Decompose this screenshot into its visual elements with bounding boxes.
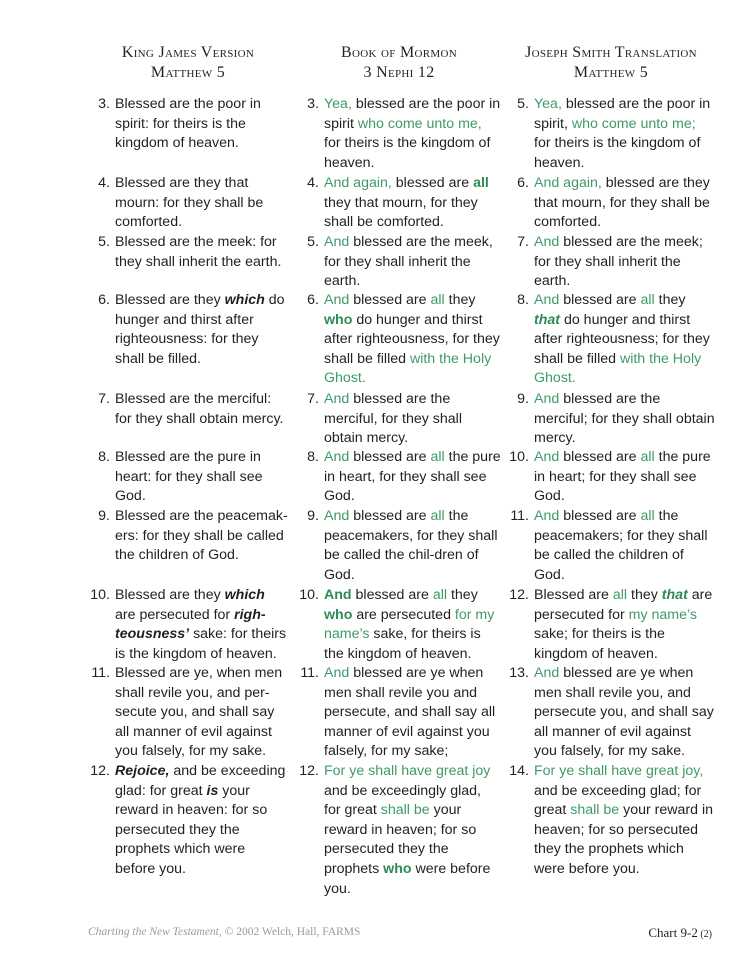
verse-text-segment: which: [224, 587, 265, 603]
verse-text-segment: Blessed are: [534, 587, 613, 603]
verse-text: [115, 390, 288, 429]
kjv-verse: [88, 507, 288, 566]
verse-text-segment: they that mourn, for they shall be comforted.: [324, 194, 478, 231]
jst-verse: [507, 448, 715, 507]
verse-text: [115, 233, 288, 272]
verse-text-segment: blessed are the meek; for they shall inherit the earth.: [534, 234, 703, 290]
verse-text: [324, 291, 501, 389]
verse-text-segment: with the Holy Ghost.: [534, 350, 702, 387]
bom-heading: [297, 43, 501, 83]
verse-text-segment: And: [324, 391, 350, 407]
verse-text-segment: and be exceeding glad; for great: [534, 782, 702, 819]
verse-text-segment: And: [324, 292, 350, 308]
bom-verse: [297, 233, 501, 292]
verse-text-segment: are persecuted for: [115, 606, 235, 623]
verse-number: 9.: [517, 391, 529, 407]
bom-verse: [297, 664, 501, 762]
verse-text-segment: that: [661, 587, 688, 603]
bom-verse: [297, 95, 501, 173]
verse-text: [115, 291, 288, 369]
verse-text-segment: for theirs is the kingdom of heaven.: [324, 135, 491, 171]
verse-number: 8.: [307, 449, 319, 465]
bom-verse: [297, 291, 501, 389]
verse-text-segment: blessed are ye when men shall revile you, and persecute you, and shall say all manner of evil against you falsely, for my sake.: [534, 665, 714, 760]
verse-number: 7.: [98, 391, 110, 407]
verse-text-segment: my name’s: [628, 606, 697, 623]
chart-label: Chart 9-2: [648, 925, 698, 940]
verse-number: 3.: [98, 96, 110, 112]
verse-text-segment: For ye shall have great joy: [324, 763, 491, 779]
verse-text-segment: blessed are the merciful, for they shall obtain mercy.: [324, 391, 462, 447]
verse-number: 6.: [517, 175, 529, 191]
bom-verse: [297, 174, 501, 233]
chart-sub: (2): [697, 929, 712, 940]
footer-source-title: Charting the New Testament,: [88, 926, 222, 938]
verse-text: [324, 233, 501, 292]
verse-text: [534, 390, 715, 449]
bom-heading-title: Book of Mormon: [341, 44, 457, 61]
kjv-heading: [88, 43, 288, 83]
verse-text-segment: all: [640, 292, 655, 308]
verse-text: [324, 664, 501, 762]
chart-number: [648, 925, 712, 941]
verse-text: [534, 507, 715, 585]
jst-heading-ref: Matthew 5: [573, 64, 649, 81]
verse-text-segment: that: [534, 311, 561, 328]
verse-text-segment: all: [432, 587, 448, 603]
verse-number: 11.: [300, 665, 319, 681]
verse-text: [534, 233, 715, 292]
bom-verse: [297, 586, 501, 664]
footer-copyright: © 2002 Welch, Hall, FARMS: [221, 926, 361, 938]
verse-text-segment: Blessed are they: [115, 587, 225, 603]
verse-text-segment: they: [444, 292, 476, 308]
verse-text-segment: your reward in heaven; for so persecuted they the prophets which were before you.: [534, 802, 714, 877]
verse-text-segment: And again,: [534, 175, 602, 191]
verse-number: 6.: [98, 292, 110, 308]
verse-text: [534, 448, 715, 507]
verse-text-segment: with the Holy Ghost.: [324, 350, 492, 387]
verse-number: 12.: [299, 763, 319, 779]
verse-number: 10.: [509, 449, 529, 465]
bom-verse: [297, 762, 501, 899]
verse-text-segment: who: [324, 606, 353, 623]
verse-text-segment: do hunger and thirst after righteousness, for they shall be filled: [324, 311, 500, 367]
verse-text: [115, 762, 288, 880]
verse-text-segment: your reward in heaven; for so persecuted they the prophets: [324, 802, 477, 877]
verse-text-segment: Rejoice,: [115, 763, 170, 779]
verse-text-segment: for my name’s: [324, 606, 495, 643]
verse-text-segment: blessed are: [349, 292, 431, 308]
verse-text-segment: Blessed are the peacemak-ers: for they shall be called the children of God.: [115, 508, 288, 564]
verse-text-segment: do hunger and thirst after righteousness; for they shall be filled: [534, 311, 710, 367]
verse-text: [324, 390, 501, 449]
kjv-heading-ref: Matthew 5: [150, 64, 226, 81]
verse-text-segment: blessed are the poor in spirit: [324, 96, 501, 132]
jst-verse: [507, 174, 715, 233]
jst-verse: [507, 95, 715, 173]
verse-text-segment: And: [324, 587, 352, 603]
verse-text: [115, 448, 288, 507]
verse-text-segment: And: [324, 449, 350, 465]
verse-text-segment: Blessed are they: [115, 292, 225, 308]
verse-text: [324, 507, 501, 585]
verse-text-segment: And: [324, 665, 350, 681]
verse-text-segment: blessed are: [349, 449, 431, 465]
verse-text: [534, 762, 715, 880]
verse-text-segment: blessed are: [391, 175, 474, 191]
verse-text-segment: shall be: [570, 802, 620, 819]
verse-text-segment: Blessed are ye, when men shall revile you, and per-secute you, and shall say all manner of evil against you falsely, for my sake.: [115, 665, 283, 760]
verse-text: [115, 664, 288, 762]
verse-number: 7.: [517, 234, 529, 250]
kjv-verse: [88, 448, 288, 507]
kjv-verse: [88, 390, 288, 429]
verse-text-segment: who: [383, 860, 412, 877]
verse-number: 12.: [90, 763, 110, 779]
verse-text-segment: are persecuted for: [534, 587, 713, 623]
verse-text-segment: Blessed are the pure in heart: for they shall see God.: [115, 449, 263, 505]
verse-number: 12.: [509, 587, 529, 603]
verse-text-segment: And: [534, 508, 560, 524]
verse-text-segment: And: [534, 234, 560, 250]
verse-text-segment: And again,: [324, 175, 392, 191]
footer-source: [88, 926, 360, 938]
verse-number: 13.: [509, 665, 529, 681]
verse-text-segment: And: [534, 292, 560, 308]
bom-verse: [297, 390, 501, 449]
verse-text-segment: blessed are they that mourn, for they shall be comforted.: [534, 175, 710, 231]
verse-text-segment: blessed are the meek, for they shall inherit the earth.: [324, 234, 493, 290]
verse-text-segment: which: [224, 292, 265, 308]
jst-heading: [507, 43, 715, 83]
verse-text-segment: And: [534, 665, 560, 681]
verse-text-segment: blessed are ye when men shall revile you and persecute, and shall say all manner of evil against you falsely, for my sake;: [324, 665, 496, 760]
verse-text-segment: sake; for theirs is the kingdom of heaven.: [534, 626, 665, 662]
verse-text: [534, 174, 715, 233]
verse-text-segment: and be exceedingly glad, for great: [324, 782, 481, 819]
verse-number: 5.: [517, 96, 529, 112]
verse-number: 14.: [509, 763, 529, 779]
verse-number: 8.: [517, 292, 529, 308]
bom-heading-ref: 3 Nephi 12: [363, 64, 435, 81]
kjv-verse: [88, 174, 288, 233]
verse-text: [324, 448, 501, 507]
verse-text-segment: all: [430, 508, 445, 524]
verse-text-segment: blessed are: [559, 508, 641, 524]
verse-number: 8.: [98, 449, 110, 465]
verse-text-segment: Blessed are the merciful: for they shall obtain mercy.: [115, 391, 284, 427]
verse-number: 3.: [307, 96, 319, 112]
verse-text-segment: all: [430, 449, 445, 465]
verse-text-segment: all: [640, 508, 655, 524]
verse-text-segment: who come unto me;: [571, 115, 696, 132]
jst-heading-title: Joseph Smith Translation: [525, 44, 697, 61]
verse-text: [534, 664, 715, 762]
verse-text: [115, 586, 288, 664]
verse-number: 5.: [307, 234, 319, 250]
jst-verse: [507, 233, 715, 292]
verse-text: [115, 174, 288, 233]
verse-number: 5.: [98, 234, 110, 250]
verse-number: 11.: [510, 508, 529, 524]
verse-text-segment: all: [612, 587, 628, 603]
verse-text-segment: sake, for theirs is the kingdom of heaven.: [324, 626, 481, 662]
verse-text-segment: And: [534, 391, 560, 407]
verse-text-segment: do hunger and thirst after righteousness: for they shall be filled.: [115, 292, 285, 367]
verse-text-segment: shall be: [380, 802, 430, 819]
verse-text-segment: the pure in heart; for they shall see God.: [534, 449, 711, 505]
verse-number: 10.: [299, 587, 319, 603]
verse-text: [324, 762, 501, 899]
verse-number: 6.: [307, 292, 319, 308]
verse-text-segment: is: [206, 782, 219, 799]
verse-text-segment: blessed are the poor in spirit,: [534, 96, 711, 132]
verse-text-segment: Blessed are the poor in spirit: for theirs is the kingdom of heaven.: [115, 96, 261, 152]
verse-text-segment: and be exceeding glad: for great: [115, 763, 286, 799]
verse-text: [324, 174, 501, 233]
verse-text-segment: sake: for theirs is the kingdom of heaven.: [115, 626, 287, 662]
verse-text: [534, 586, 715, 664]
verse-text-segment: were before you.: [324, 860, 491, 897]
bom-verse: [297, 448, 501, 507]
verse-text-segment: blessed are: [349, 508, 431, 524]
verse-number: 9.: [307, 508, 319, 524]
verse-text-segment: your reward in heaven: for so persecuted they the prophets which were before you.: [115, 782, 268, 877]
verse-text-segment: And: [324, 508, 350, 524]
verse-text: [324, 586, 501, 664]
verse-text-segment: For ye shall have great joy,: [534, 763, 704, 779]
verse-text-segment: they: [447, 587, 478, 603]
verse-text-segment: they: [654, 292, 686, 308]
verse-text: [534, 291, 715, 389]
verse-text: [115, 95, 288, 154]
kjv-verse: [88, 95, 288, 154]
kjv-heading-title: King James Version: [121, 44, 255, 61]
verse-number: 7.: [307, 391, 319, 407]
verse-text-segment: they: [627, 587, 662, 603]
verse-number: 10.: [90, 587, 110, 603]
kjv-verse: [88, 762, 288, 880]
kjv-verse: [88, 586, 288, 664]
kjv-verse: [88, 291, 288, 369]
verse-text-segment: who: [324, 311, 353, 328]
verse-text-segment: all: [430, 292, 445, 308]
jst-verse: [507, 507, 715, 585]
kjv-verse: [88, 233, 288, 272]
verse-text-segment: blessed are: [351, 587, 433, 603]
verse-text-segment: the peacemakers, for they shall be called the chil-dren of God.: [324, 508, 498, 583]
verse-text-segment: are persecuted: [352, 606, 455, 623]
verse-text: [115, 507, 288, 566]
verse-text-segment: the peacemakers; for they shall be called the children of God.: [534, 508, 708, 583]
kjv-verse: [88, 664, 288, 762]
verse-text-segment: And: [534, 449, 560, 465]
verse-text-segment: Blessed are they that mourn: for they shall be comforted.: [115, 175, 264, 231]
verse-text-segment: blessed are the merciful; for they shall obtain mercy.: [534, 391, 715, 447]
verse-number: 11.: [91, 665, 110, 681]
verse-text: [534, 95, 715, 173]
verse-text-segment: all: [640, 449, 655, 465]
verse-text-segment: And: [324, 234, 350, 250]
jst-verse: [507, 762, 715, 880]
jst-verse: [507, 390, 715, 449]
verse-text-segment: the pure in heart, for they shall see God.: [324, 449, 501, 505]
verse-text-segment: who come unto me,: [357, 115, 482, 132]
verse-number: 4.: [98, 175, 110, 191]
verse-text-segment: Yea,: [534, 96, 562, 112]
jst-verse: [507, 586, 715, 664]
bom-verse: [297, 507, 501, 585]
jst-verse: [507, 291, 715, 389]
verse-text: [324, 95, 501, 173]
verse-text-segment: Blessed are the meek: for they shall inherit the earth.: [115, 234, 282, 270]
verse-text-segment: blessed are: [559, 292, 641, 308]
verse-text-segment: righ-teousness’: [115, 606, 266, 643]
verse-text-segment: for theirs is the kingdom of heaven.: [534, 135, 701, 171]
verse-text-segment: blessed are: [559, 449, 641, 465]
verse-text-segment: all: [473, 175, 489, 191]
verse-number: 4.: [307, 175, 319, 191]
verse-text-segment: Yea,: [324, 96, 352, 112]
jst-verse: [507, 664, 715, 762]
verse-number: 9.: [98, 508, 110, 524]
